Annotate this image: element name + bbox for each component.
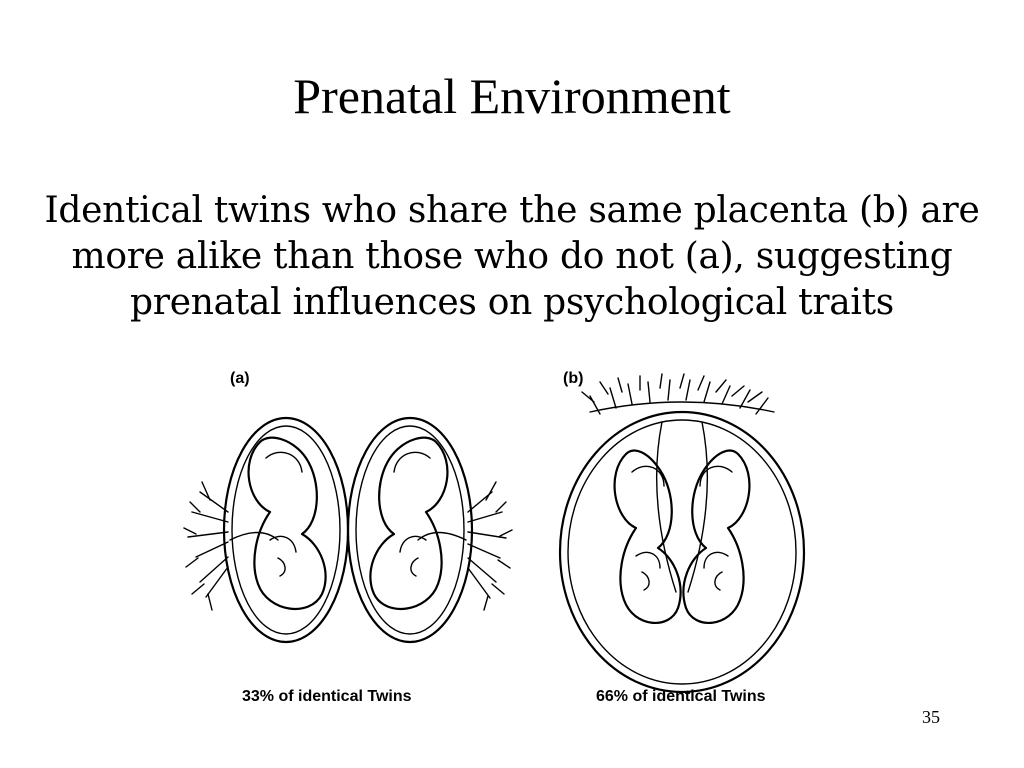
panel-a-label: (a) (230, 370, 250, 387)
panel-b-caption: 66% of identical Twins (596, 688, 766, 705)
twins-placenta-illustration (170, 362, 820, 720)
page-number: 35 (922, 707, 940, 727)
panel-b-drawing (560, 374, 804, 692)
slide-title: Prenatal Environment (293, 68, 731, 124)
twins-drawing (170, 362, 820, 720)
panel-b-label: (b) (563, 370, 584, 387)
panel-a-caption: 33% of identical Twins (242, 688, 412, 705)
slide-body-text: Identical twins who share the same placenta (b) are more alike than those who do not (a), suggesting prenatal influences on psychological traits (44, 190, 980, 323)
panel-a-drawing (184, 418, 512, 642)
